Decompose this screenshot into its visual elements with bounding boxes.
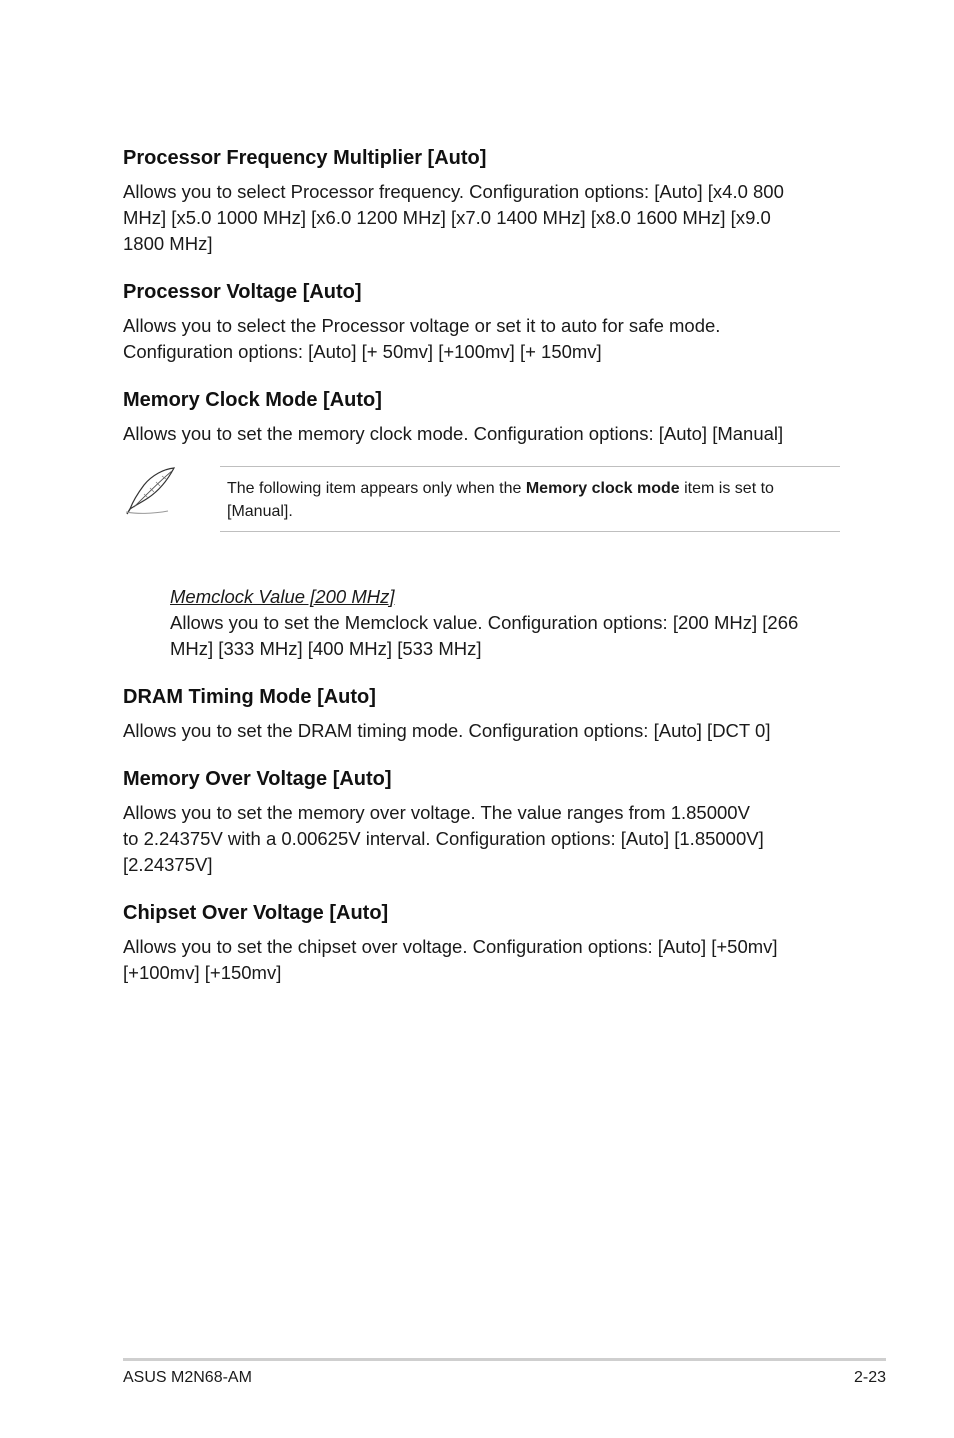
section-heading-chipset-over-voltage: Chipset Over Voltage [Auto] [123,902,389,924]
note-bold-term: Memory clock mode [525,480,680,497]
section-heading-processor-frequency-multiplier: Processor Frequency Multiplier [Auto] [123,147,487,169]
note-suffix: item is set to [679,480,774,497]
subitem-heading-memclock-value: Memclock Value [200 MHz] [170,586,395,607]
body-line: to 2.24375V with a 0.00625V interval. Configuration options: [Auto] [1.85000V] [123,828,764,849]
body-line: MHz] [x5.0 1000 MHz] [x6.0 1200 MHz] [x7.0 1400 MHz] [x8.0 1600 MHz] [x9.0 [123,207,771,228]
body-line: 1800 MHz] [123,233,213,254]
note-text [227,477,774,523]
footer-product-name: ASUS M2N68-AM [123,1369,252,1386]
note-line [227,477,774,500]
footer-page-number: 2-23 [853,1369,886,1386]
note-line: [Manual]. [227,503,293,520]
footer-divider [123,1358,886,1361]
section-body-chipset-over-voltage [123,934,843,986]
body-line: Allows you to set the chipset over voltage. Configuration options: [Auto] [+50mv] [123,936,778,957]
section-heading-processor-voltage: Processor Voltage [Auto] [123,281,362,303]
section-body-memory-clock-mode [123,421,843,447]
section-heading-memory-clock-mode: Memory Clock Mode [Auto] [123,389,382,411]
body-line: Allows you to select Processor frequency. Configuration options: [Auto] [x4.0 800 [123,181,784,202]
feather-pen-icon [124,465,178,517]
body-line: [+100mv] [+150mv] [123,962,282,983]
section-body-processor-frequency-multiplier [123,179,843,257]
note-box [220,466,840,532]
body-line: Allows you to set the memory over voltage. The value ranges from 1.85000V [123,802,750,823]
body-line: [2.24375V] [123,854,213,875]
section-heading-memory-over-voltage: Memory Over Voltage [Auto] [123,768,392,790]
body-line: Allows you to set the DRAM timing mode. Configuration options: [Auto] [DCT 0] [123,720,771,741]
section-heading-dram-timing-mode: DRAM Timing Mode [Auto] [123,686,376,708]
section-body-memory-over-voltage [123,800,843,878]
body-line: MHz] [333 MHz] [400 MHz] [533 MHz] [170,638,482,659]
subitem-body-memclock-value [170,610,850,662]
body-line: Allows you to set the Memclock value. Configuration options: [200 MHz] [266 [170,612,799,633]
section-body-dram-timing-mode [123,718,843,744]
body-line: Allows you to select the Processor voltage or set it to auto for safe mode. [123,315,721,336]
note-prefix: The following item appears only when the [227,480,526,497]
body-line: Allows you to set the memory clock mode. Configuration options: [Auto] [Manual] [123,423,784,444]
section-body-processor-voltage [123,313,843,365]
body-line: Configuration options: [Auto] [+ 50mv] [+100mv] [+ 150mv] [123,341,602,362]
